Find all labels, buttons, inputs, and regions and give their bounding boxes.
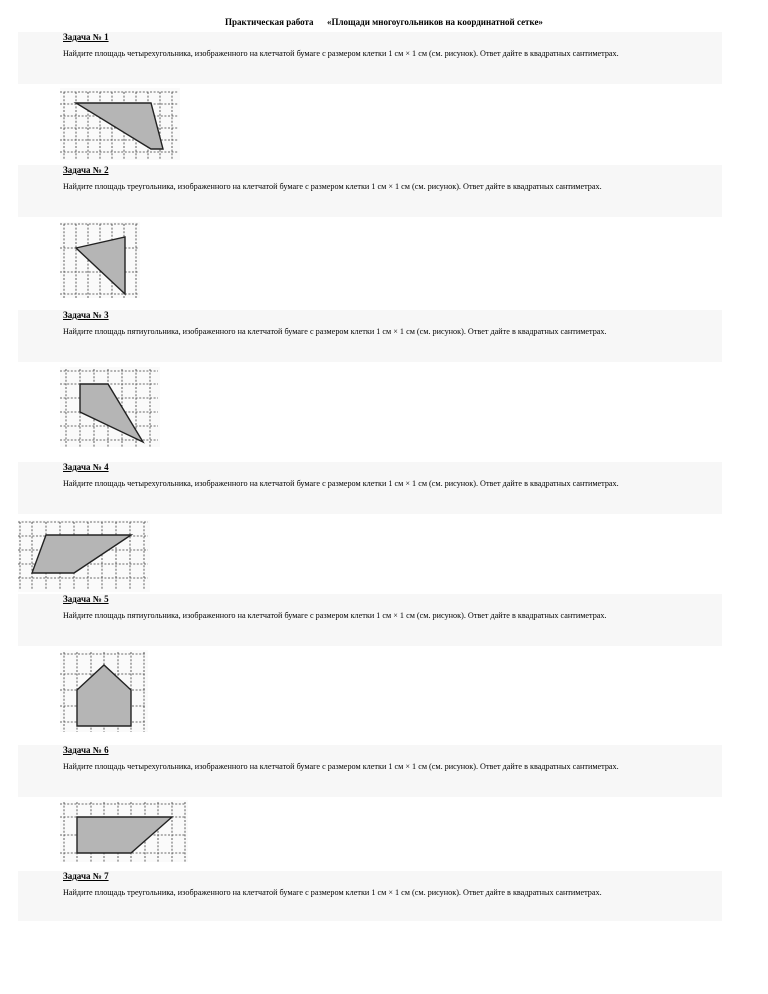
task-heading: Задача № 6 [63,745,109,755]
page-title: Практическая работа «Площади многоугольников на координатной сетке» [225,17,543,27]
pentagon [80,384,143,442]
task-heading: Задача № 4 [63,462,109,472]
figure-quadrilateral-1 [60,88,180,160]
figure-quadrilateral-6 [60,800,188,862]
task-heading: Задача № 5 [63,594,109,604]
figure-pentagon-5 [60,650,148,732]
task-3 [18,310,722,362]
task-text: Найдите площадь пятиугольника, изображенного на клетчатой бумаге с размером клетки 1 см × 1 см (см. рисунок). Ответ дайте в квадратных сантиметрах. [63,327,607,336]
task-text: Найдите площадь четырехугольника, изображенного на клетчатой бумаге с размером клетки 1 см × 1 см (см. рисунок). Ответ дайте в квадратных сантиметрах. [63,49,619,58]
task-text: Найдите площадь четырехугольника, изображенного на клетчатой бумаге с размером клетки 1 см × 1 см (см. рисунок). Ответ дайте в квадратных сантиметрах. [63,479,619,488]
task-6 [18,745,722,797]
figure-quadrilateral-4 [18,520,150,592]
task-heading: Задача № 2 [63,165,109,175]
task-4 [18,462,722,514]
task-text: Найдите площадь треугольника, изображенного на клетчатой бумаге с размером клетки 1 см × 1 см (см. рисунок). Ответ дайте в квадратных сантиметрах. [63,888,602,897]
task-heading: Задача № 7 [63,871,109,881]
quadrilateral [32,535,131,573]
figure-pentagon-3 [60,367,160,447]
task-text: Найдите площадь треугольника, изображенного на клетчатой бумаге с размером клетки 1 см × 1 см (см. рисунок). Ответ дайте в квадратных сантиметрах. [63,182,602,191]
task-1 [18,32,722,84]
quadrilateral [76,103,163,149]
task-text: Найдите площадь четырехугольника, изображенного на клетчатой бумаге с размером клетки 1 см × 1 см (см. рисунок). Ответ дайте в квадратных сантиметрах. [63,762,619,771]
task-5 [18,594,722,646]
figure-triangle-2 [60,222,140,298]
task-heading: Задача № 1 [63,32,109,42]
task-7 [18,871,722,921]
task-text: Найдите площадь пятиугольника, изображенного на клетчатой бумаге с размером клетки 1 см × 1 см (см. рисунок). Ответ дайте в квадратных сантиметрах. [63,611,607,620]
triangle [76,237,125,294]
task-2 [18,165,722,217]
task-heading: Задача № 3 [63,310,109,320]
